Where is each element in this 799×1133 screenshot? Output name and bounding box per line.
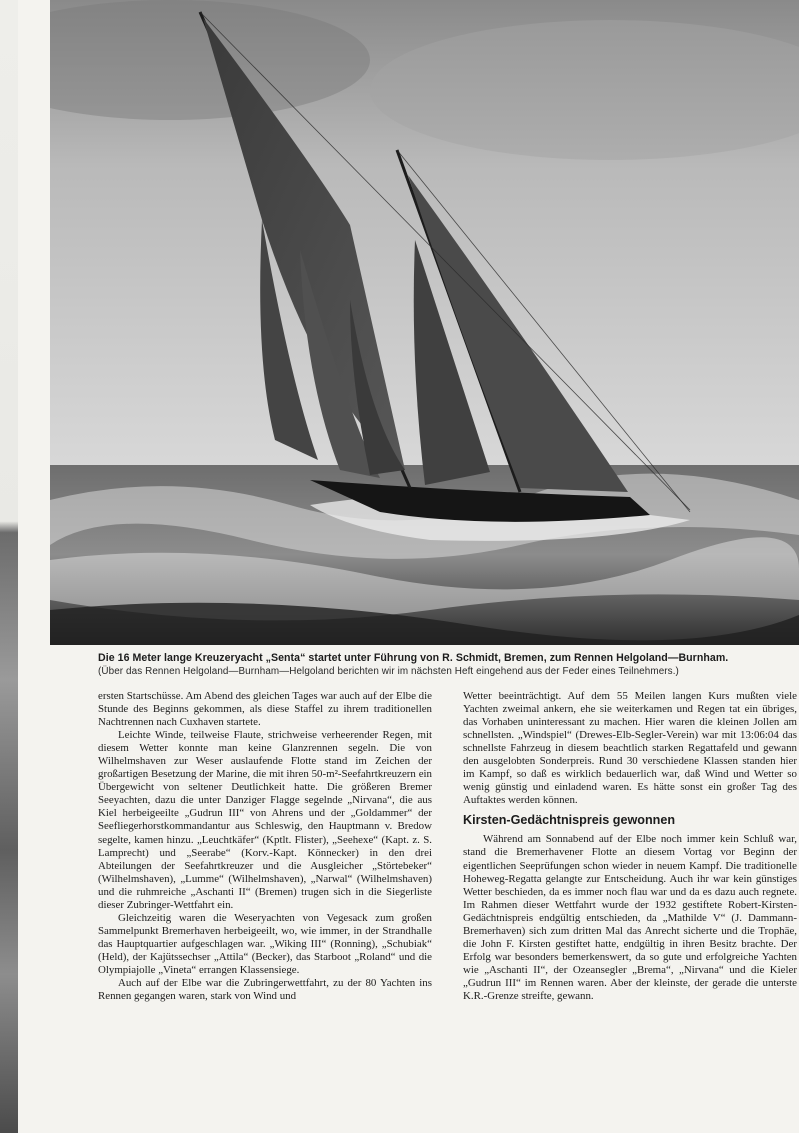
paragraph: Während am Sonnabend auf der Elbe noch immer kein Schluß war, stand die Bremerhavener Flotte an diesem Vortag vor Beginn der eigentlichen Seeprüfungen schon wieder in neuem Kampf. Die traditionelle Hoheweg-Regatta gelangte zur Entscheidung. Auch ihr war kein günstiges Wetter beschieden, da es immer noch flau war und da es dazu auch regnete. Im Rahmen dieser Wettfahrt wurde der 1932 gestiftete Robert-Kirsten-Gedächtnispreis endgültig entschieden, da „Mathilde V“ (J. Dammann-Bremerhaven) sich zum dritten Mal das Anrecht sicherte und die Trophäe, die John F. Kirsten gestiftet hatte, endgültig in ihren Besitz brachte. Der Erfolg war besonders bemerkenswert, da so gute und erfolgreiche Yachten wie „Aschanti II“, der Ozeansegler „Brema“, „Nirvana“ und die Kieler „Gudrun III“ im Rennen waren. Aber der kleinste, der gerade die unterste K.R.-Grenze streifte, gewann.	[463, 833, 797, 1002]
yacht-photo-graphic	[50, 0, 799, 645]
article-column-right	[463, 690, 797, 1003]
paragraph: Auch auf der Elbe war die Zubringerwettfahrt, zu der 80 Yachten ins Rennen gegangen waren, stark von Wind und	[98, 977, 432, 1003]
caption-note: (Über das Rennen Helgoland—Burnham—Helgoland berichten wir im nächsten Heft eingehend aus der Feder eines Teilnehmers.)	[98, 666, 679, 677]
paragraph: Gleichzeitig waren die Weseryachten von Vegesack zum großen Sammelpunkt Bremerhaven herbeigeeilt, wo, wie immer, in der Strandhalle das Hauptquartier aufgeschlagen war. „Wiking III“ (Ronning), „Schubiak“ (Held), der Kajütssechser „Attila“ (Becker), das Starboot „Roland“ und die Olympiajolle „Vineta“ errangen Klassensiege.	[98, 911, 432, 976]
caption-main: Die 16 Meter lange Kreuzeryacht „Senta“ startet unter Führung von R. Schmidt, Bremen, zum Rennen Helgoland—Burnham.	[98, 652, 729, 664]
article-column-left	[98, 690, 432, 1003]
sailing-yacht-photo	[50, 0, 799, 645]
paragraph: Leichte Winde, teilweise Flaute, strichweise verheerender Regen, mit diesem Wetter konnte man keine Glanzrennen segeln. Die von Wilhelmshaven zur Weser auslaufende Flotte stand im Zeichen der großartigen Besetzung der Marine, die mit ihren 50-m²-Seefahrtkreuzern ein Übergewicht von seltener Deutlichkeit hatte. Die größeren Bremer Seeyachten, dazu die unter Danziger Flagge segelnde „Nirvana“, die aus Kiel herbeigeeilte „Gudrun III“ von Ahrens und der „Goldammer“ der Seefliegerhorstkommandantur aus Schleswig, den Hauptmann v. Bredow segelte, kamen hinzu. „Leuchtkäfer“ (Kptlt. Flister), „Seehexe“ (Kapt. z. S. Lamprecht) und „Seerabe“ (Korv.-Kapt. Könnecker) in den drei Abteilungen der Seefahrtkreuzer und die Ausgleicher „Störtebeker“ (Wilhelmshaven), „Lumme“ (Wilhelmshaven), „Narwal“ (Wilhelmshaven) und die ruhmreiche „Aschanti II“ (Bremen) trugen sich in die Siegerliste dieser Zubringer-Wettfahrt ein.	[98, 729, 432, 911]
paragraph: Wetter beeinträchtigt. Auf dem 55 Meilen langen Kurs mußten viele Yachten zweimal ankern, ehe sie weiterkamen und Regen tat ein übriges, das Vorhaben uninteressant zu machen. Hier waren die kleinen Jollen am schnellsten. „Windspiel“ (Drewes-Elb-Segler-Verein) war mit 13:06:04 das schnellste Fahrzeug in diesem beachtlich starken Regattafeld und gewann den ausgelobten Sonderpreis. Rund 30 verschiedene Klassen standen hier im Kampf, so daß es wirklich bedauerlich war, daß Wind und Wetter so wenig günstig und einladend waren. Es hätte sonst ein großer Tag des Auftaktes werden können.	[463, 690, 797, 807]
page-edge-strip	[0, 0, 18, 1133]
paragraph: ersten Startschüsse. Am Abend des gleichen Tages war auch auf der Elbe die Stunde des Beginns gekommen, als diese Staffel zu ihrem traditionellen Nachtrennen nach Cuxhaven startete.	[98, 690, 432, 729]
photo-caption	[98, 652, 797, 678]
section-heading: Kirsten-Gedächtnispreis gewonnen	[463, 813, 676, 828]
